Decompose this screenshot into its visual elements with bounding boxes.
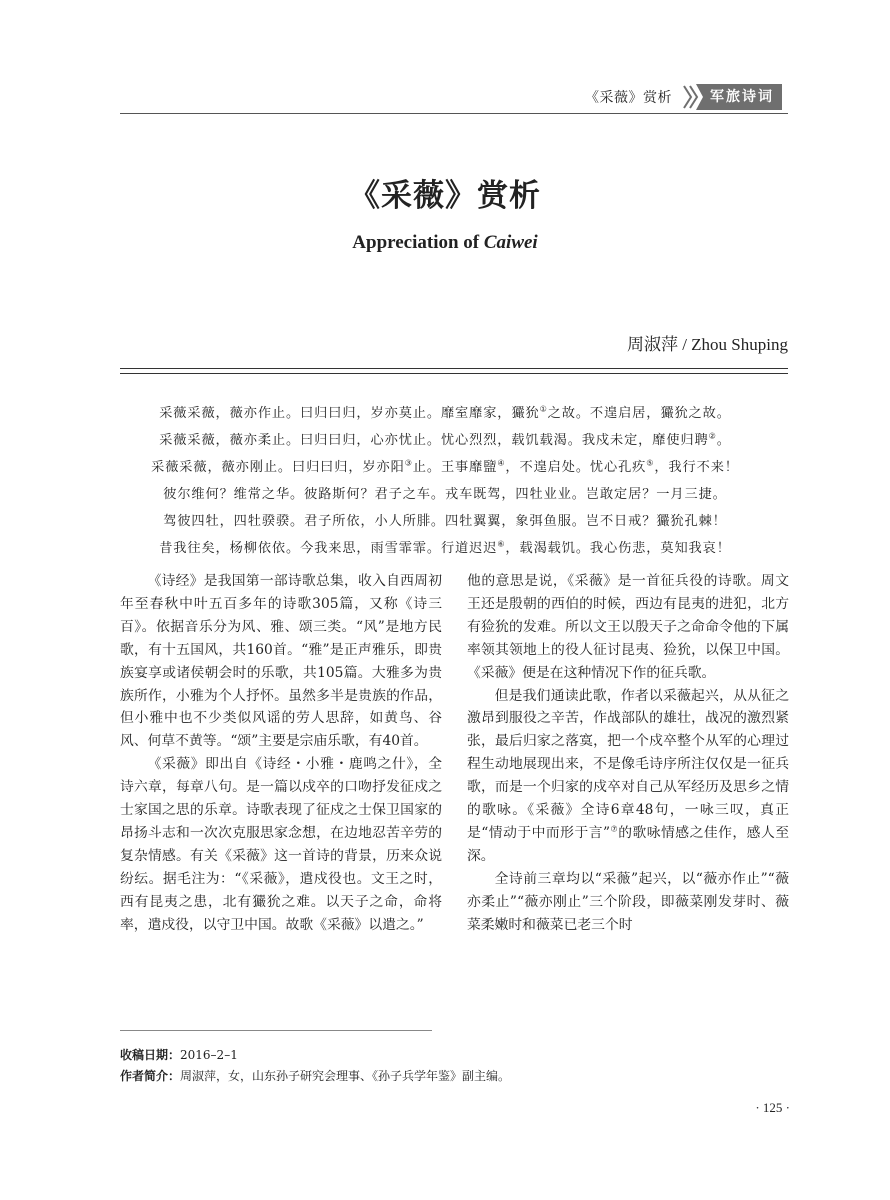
body-text: 的歌咏情感之佳作，感人至深。	[467, 824, 790, 864]
title-en-prefix: Appreciation of	[352, 232, 484, 253]
poem-line-6	[0, 537, 890, 556]
poem-line-2	[0, 429, 890, 448]
poem-text: 采薇采薇，薇亦柔止。曰归曰归，心亦忧止。忧心烈烈，载饥载渴。我戍未定，靡使归聘	[159, 433, 709, 448]
body-text: 但是我们通读此歌，作者以采薇起兴，从从征之激昂到服役之辛苦，作战部队的雄壮，战况的激烈紧张，最后归家之落寞，把一个戍卒整个从军的心理过程生动地展现出来，不是像毛诗序所注仅仅是一征兵歌，而是一个归家的戍卒对自己从军经历及思乡之情的歌咏。《采薇》全诗6章48句，一咏三叹，真正是“情动于中而形于言”	[467, 687, 789, 841]
footnote-marker: ③	[404, 458, 413, 468]
article-title-zh: 《采薇》赏析	[349, 178, 541, 214]
poem-text: 采薇采薇，薇亦作止。曰归曰归，岁亦莫止。靡室靡家，玁狁	[159, 406, 540, 421]
double-rule-bottom	[120, 373, 788, 374]
body-paragraph-3: 他的意思是说，《采薇》是一首征兵役的诗歌。周文王还是殷朝的西伯的时候，西边有昆夷的进犯，北方有猃狁的发难。所以文王以殷天子之命命令他的下属率领其领地上的役人征讨昆夷、猃狁，以保卫中国。《采薇》便是在这种情况下作的征兵歌。	[467, 573, 789, 681]
poem-line-4: 彼尔维何？维常之华。彼路斯何？君子之车。戎车既驾，四牡业业。岂敢定居？一月三捷。	[163, 487, 727, 502]
header-chapter-title: 《采薇》赏析	[585, 90, 672, 106]
double-rule-top	[120, 368, 788, 369]
body-paragraph-2: 《采薇》即出自《诗经・小雅・鹿鸣之什》，全诗六章，每章八句。是一篇以戍卒的口吻抒发征戍之士家国之思的乐章。诗歌表现了征戍之士保卫国家的昂扬斗志和一次次克服思家念想，在边地忍苦辛劳的复杂情感。有关《采薇》这一首诗的背景，历来众说纷纭。据毛注为：“《采薇》，遣戍役也。文王之时，西有昆夷之患，北有玁狁之难。以天子之命，命将率，遣戍役，以守卫中国。故歌《采薇》以遣之。”	[120, 756, 442, 933]
article-title-en	[0, 232, 890, 254]
received-date-label: 收稿日期：	[120, 1048, 181, 1062]
footnote-marker: ⑤	[646, 458, 655, 468]
author-bio-note	[120, 1067, 510, 1084]
footnote-marker: ②	[708, 431, 717, 441]
received-date-note	[120, 1046, 238, 1063]
running-header	[585, 84, 782, 110]
received-date-value: 2016–2–1	[180, 1048, 238, 1062]
title-en-italic: Caiwei	[483, 232, 538, 253]
footnote-marker: ④	[497, 458, 506, 468]
body-paragraph-1: 《诗经》是我国第一部诗歌总集，收入自西周初年至春秋中叶五百多年的诗歌305篇，又称《诗三百》。依据音乐分为风、雅、颂三类。“风”是地方民歌，有十五国风，共160首。“雅”是正声雅乐，即贵族宴享或诸侯朝会时的乐歌，共105篇。大雅多为贵族所作，小雅为个人抒怀。虽然多半是贵族的作品，但小雅中也不少类似风谣的劳人思辞，如黄鸟、谷风、何草不黄等。“颂”主要是宗庙乐歌，有40首。	[120, 573, 442, 750]
poem-line-1	[0, 402, 890, 421]
poem-text: ，不遑启处。忧心孔疚	[505, 460, 647, 475]
double-chevron-icon	[682, 84, 704, 110]
author-bio-label: 作者简介：	[120, 1069, 181, 1083]
poem-text: ，我行不来！	[654, 460, 739, 475]
poem-line-3	[0, 456, 890, 475]
author-bio-value: 周淑萍，女，山东孙子研究会理事、《孙子兵学年鉴》副主编。	[180, 1069, 511, 1083]
footnote-marker: ①	[539, 404, 548, 414]
body-paragraph-5: 全诗前三章均以“采薇”起兴，以“薇亦作止”“薇亦柔止”“薇亦刚止”三个阶段，即薇菜刚发芽时、薇菜柔嫩时和薇菜已老三个时	[467, 870, 789, 933]
poem-text: ，载渴载饥。我心伤悲，莫知我哀！	[505, 541, 731, 556]
page-number: · 125 ·	[755, 1100, 790, 1115]
footnote-marker: ⑦	[610, 824, 619, 834]
poem-text: 。	[716, 433, 731, 448]
poem-text: 止。王事靡盬	[412, 460, 498, 475]
header-section-label: 军旅诗词	[704, 84, 782, 110]
header-divider	[120, 113, 788, 114]
footnote-marker: ⑥	[497, 539, 506, 549]
body-paragraph-4	[467, 685, 789, 868]
body-column-right	[467, 570, 789, 937]
poem-text: 采薇采薇，薇亦刚止。曰归曰归，岁亦阳	[151, 460, 405, 475]
poem-text: 之故。不遑启居，玁狁之故。	[547, 406, 731, 421]
poem-line-5: 驾彼四牡，四牡骙骙。君子所依，小人所腓。四牡翼翼，象弭鱼服。岂不日戒？玁狁孔棘！	[163, 514, 727, 529]
body-column-left	[120, 570, 442, 937]
author-byline: 周淑萍 / Zhou Shuping	[626, 335, 788, 354]
footnote-divider	[120, 1030, 432, 1031]
poem-text: 昔我往矣，杨柳依依。今我来思，雨雪霏霏。行道迟迟	[159, 541, 498, 556]
